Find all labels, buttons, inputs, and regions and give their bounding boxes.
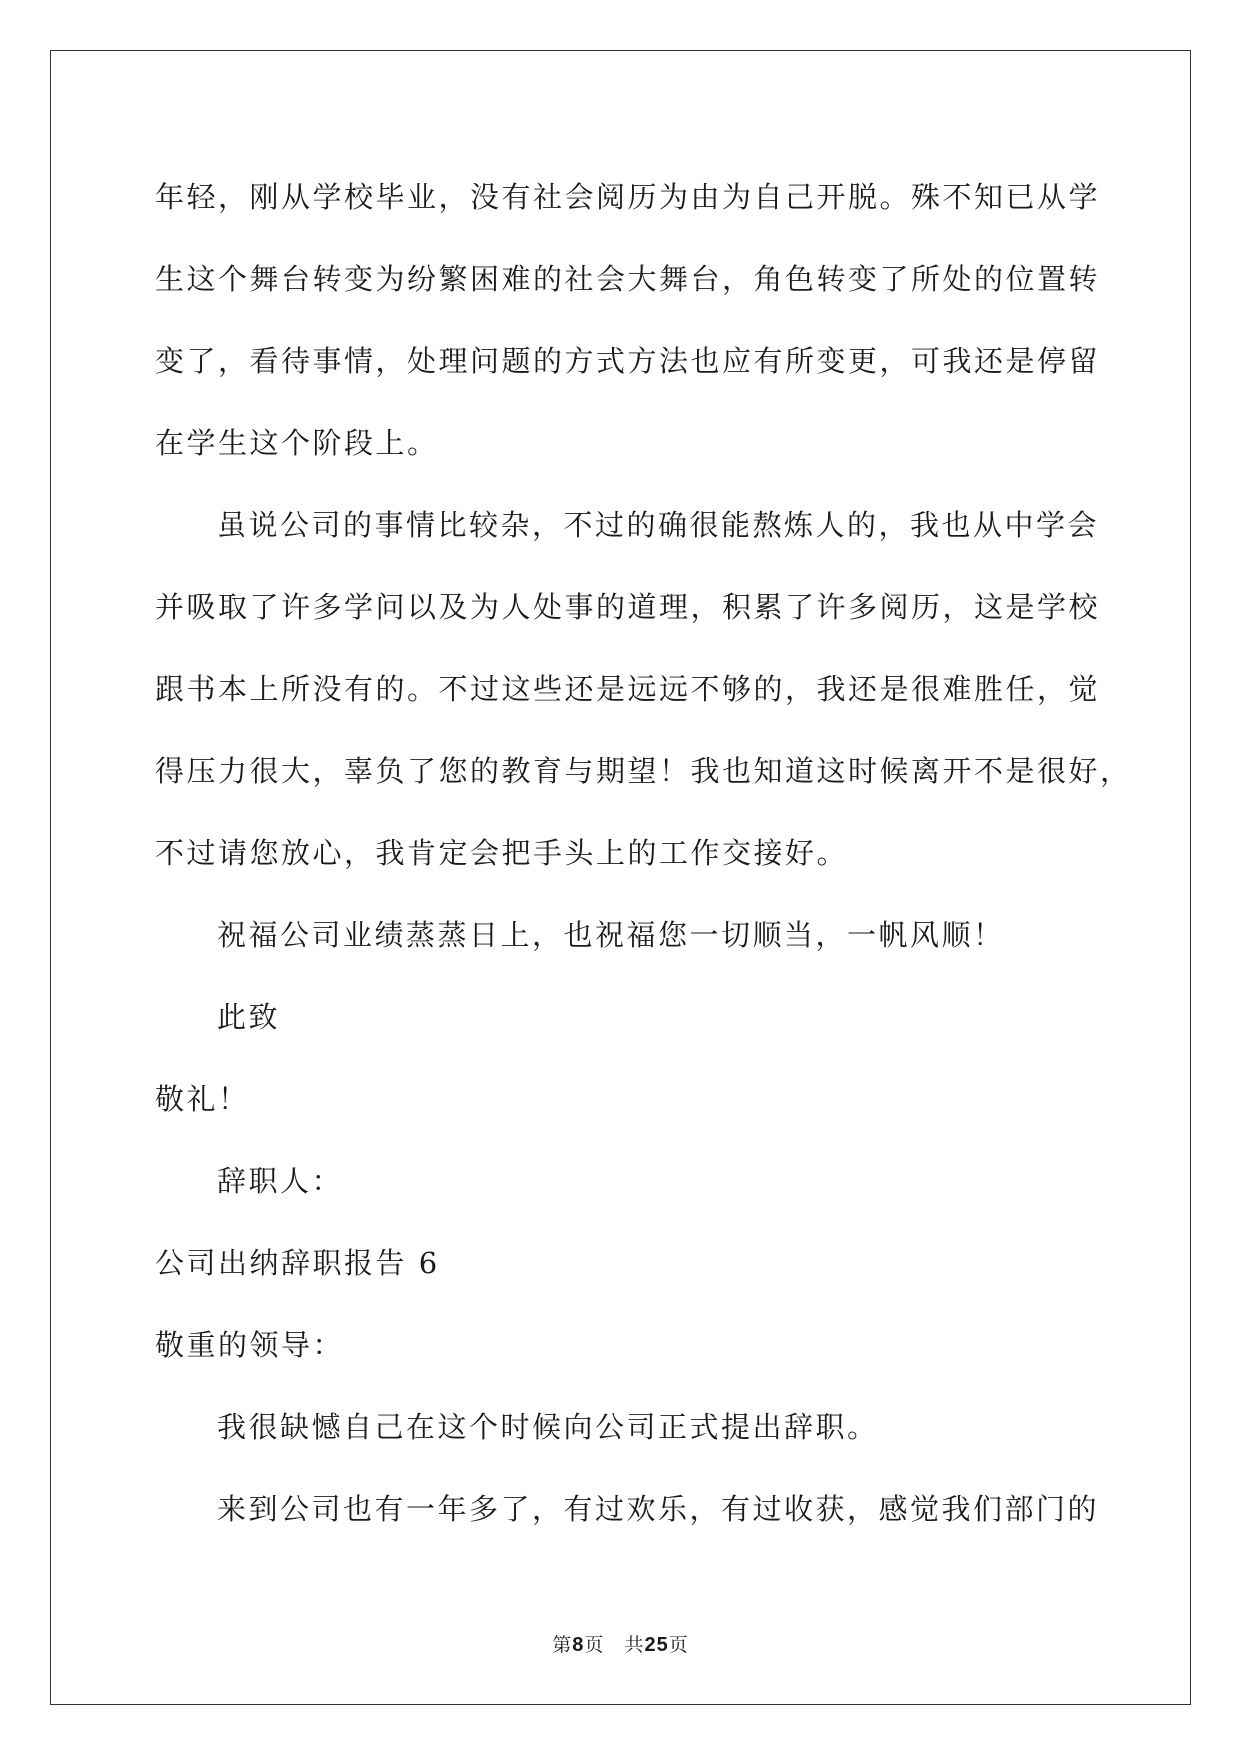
text-line: 来到公司也有一年多了，有过欢乐，有过收获，感觉我们部门的 xyxy=(217,1492,1100,1526)
text-line: 并吸取了许多学问以及为人处事的道理，积累了许多阅历，这是学校 xyxy=(155,590,1101,624)
text-line: 我很缺憾自己在这个时候向公司正式提出辞职。 xyxy=(217,1410,879,1444)
text-line: 得压力很大，辜负了您的教育与期望！我也知道这时候离开不是很好， xyxy=(155,754,1132,788)
footer-page-unit: 页 xyxy=(584,1634,605,1656)
signature-label: 辞职人： xyxy=(217,1164,344,1198)
text-line: 年轻，刚从学校毕业，没有社会阅历为由为自己开脱。殊不知已从学 xyxy=(155,180,1101,214)
salutation: 敬礼！ xyxy=(155,1082,250,1116)
text-line: 跟书本上所没有的。不过这些还是远远不够的，我还是很难胜任，觉 xyxy=(155,672,1101,706)
total-pages: 25 xyxy=(644,1634,669,1656)
footer-total-unit: 页 xyxy=(668,1634,689,1656)
closing-phrase: 此致 xyxy=(217,1000,281,1034)
text-line: 祝福公司业绩蒸蒸日上，也祝福您一切顺当，一帆风顺！ xyxy=(217,918,1005,952)
greeting: 敬重的领导： xyxy=(155,1328,345,1362)
footer-prefix: 第 xyxy=(552,1634,573,1656)
footer-total-prefix: 共 xyxy=(624,1634,645,1656)
page-number: 8 xyxy=(572,1634,585,1656)
text-line: 不过请您放心，我肯定会把手头上的工作交接好。 xyxy=(155,836,849,870)
document-body xyxy=(155,156,1132,1550)
text-line: 虽说公司的事情比较杂，不过的确很能熬炼人的，我也从中学会 xyxy=(217,508,1100,542)
text-line: 在学生这个阶段上。 xyxy=(155,426,439,460)
text-line: 变了，看待事情，处理问题的方式方法也应有所变更，可我还是停留 xyxy=(155,344,1101,378)
text-line: 生这个舞台转变为纷繁困难的社会大舞台，角色转变了所处的位置转 xyxy=(155,262,1101,296)
section-title: 公司出纳辞职报告 6 xyxy=(155,1246,440,1280)
page-footer xyxy=(0,1630,1241,1657)
